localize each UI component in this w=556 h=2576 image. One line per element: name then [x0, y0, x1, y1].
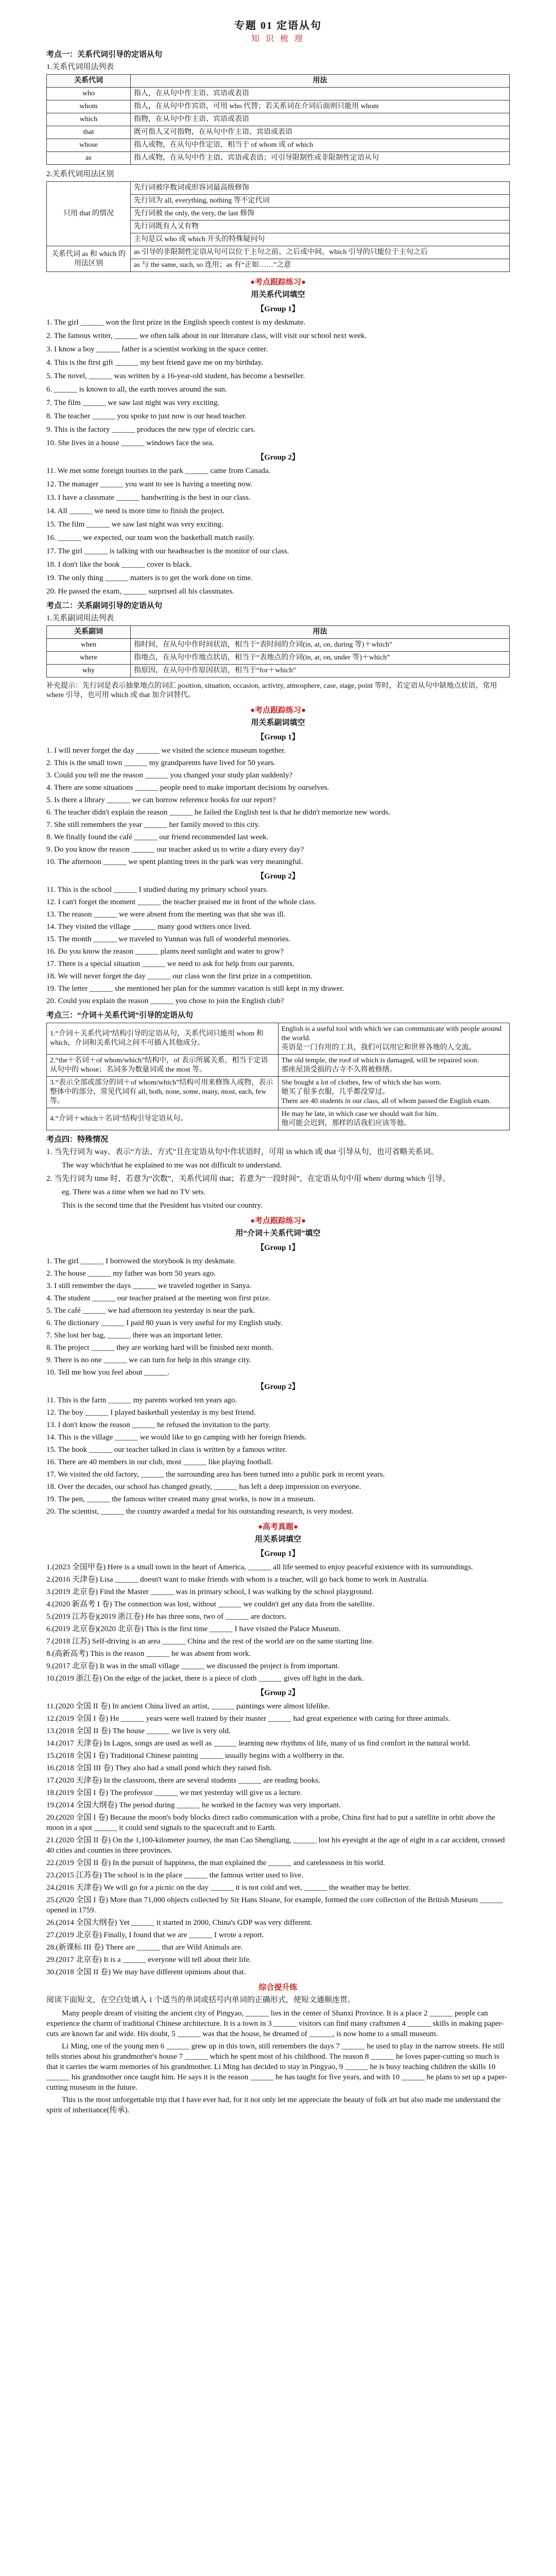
- question-item: 2. This is the small town ______ my grandparents have lived for 50 years.: [46, 759, 276, 767]
- example-text: The way which/that he explained to me was not difficult to understand.: [62, 1161, 282, 1170]
- question-item: 9. There is no one ______ we can turn for help in this strange city.: [46, 1356, 251, 1364]
- relative-adverb-table: [46, 625, 510, 677]
- table-cell: 4.“介词＋which＋名词”结构引导定语从句。: [47, 1108, 279, 1130]
- question-list: [46, 745, 510, 867]
- practice-banner: ●考点跟踪练习●: [250, 706, 306, 715]
- table-row: [47, 88, 510, 100]
- table-cell: whom: [47, 100, 131, 113]
- table-cell: 既可指人又可指物，在从句中作主语、宾语或表语: [131, 126, 510, 139]
- question-item: 1. The girl ______ won the first prize in the English speech contest is my deskmate.: [46, 318, 306, 327]
- question-item: 16. Do you know the reason ______ plants need sunlight and water to grow?: [46, 947, 284, 956]
- question-item: 4. This is the first gift ______ my best friend gave me on my birthday.: [46, 359, 264, 367]
- table-row: [47, 665, 510, 677]
- subheading: 2.关系代词用法区别: [46, 170, 114, 178]
- group-label: 【Group 1】: [256, 305, 300, 313]
- group-label: 【Group 2】: [256, 453, 300, 462]
- question-list: [46, 1395, 510, 1517]
- question-item: 19.(2014 全国大纲卷) The period during ______ he worked in the factory was very important.: [46, 1801, 341, 1809]
- table-row: [47, 639, 510, 652]
- question-item: 18. We will never forget the day ______ our class won the first prize in a competition.: [46, 972, 312, 980]
- table-cell: He may be late, in which case we should wait for him. 他可能会迟到，那样的话我们应该等他。: [278, 1108, 510, 1130]
- passage-paragraph: Li Ming, one of the young men 6 ______ grew up in this town, still remembers the days 7 ______ he used to play in the narrow streets. He still tells stories about his grandmother's house 7 ______ which he spent most of his childhood. The reason 8 ______ he loves paper-cutting so much is that it carries the warm memories of his grandmother. Li Ming has decided to stay in Pingyao, 9 ______ he is busy teaching children the skills 10 ______ his grandmother once taught him. He says it is the reason ______ he has taught for five years, and with 10 ______ he plans to set up a paper-cutting museum in the future.: [46, 2042, 507, 2092]
- practice-banner: 综合提升练: [258, 1984, 298, 1992]
- pronoun-difference-table: [46, 181, 510, 272]
- question-item: 21.(2020 全国 II 卷) On the 1,100-kilometer journey, the man Cao Shengliang, ______ lost his eyesight at the age of eight in a car accident, crossed 40 cities and counties in three provinces.: [46, 1836, 505, 1855]
- question-item: 20.(2020 全国 I 卷) Because the moon's body blocks direct radio communication with a probe, China first had to put a satellite in orbit above the moon in a spot ______ it could send signals to the spacecraft and to Earth.: [46, 1814, 496, 1832]
- table-cell: 指人，在从句中作主语、宾语或表语: [131, 88, 510, 100]
- table-row: [47, 100, 510, 113]
- table-cell: 指人，在从句中作宾语，可用 who 代替；若关系词在介词后面则只能用 whom: [131, 100, 510, 113]
- table-row: [47, 1023, 510, 1055]
- table-row: [47, 126, 510, 139]
- question-item: 3. Could you tell me the reason ______ you changed your study plan suddenly?: [46, 771, 293, 779]
- table-cell: 2.“the＋名词＋of whom/which”结构中，of 表示所属关系，相当于定语从句中的 whose；名词多为数量词或 the most 等。: [47, 1055, 279, 1077]
- question-item: 6. The teacher didn't explain the reason ______ he failed the English test is that he didn't memorize new words.: [46, 808, 390, 817]
- question-item: 17.(2020 天津卷) In the classroom, there are several students ______ are reading books.: [46, 1776, 320, 1785]
- question-item: 13. The reason ______ we were absent from the meeting was that she was ill.: [46, 910, 286, 919]
- table-cell: The old temple, the roof of which is damaged, will be repaired soon. 那座屋顶受损的古寺不久将被修缮。: [278, 1055, 510, 1077]
- rule-text: 2. 当先行词为 time 时，若意为“次数”，关系代词用 that；若意为“一段时间”，在定语从句中用 when/ during which 引导。: [46, 1175, 450, 1183]
- question-item: 17. We visited the old factory, ______ the surrounding area has been turned into a public park in recent years.: [46, 1470, 385, 1479]
- table-cell: 指时间，在从句中作时间状语，相当于“表时间的介词(in, at, on, during 等)＋which”: [131, 639, 510, 652]
- table-cell: 指人或物，在从句中作主语、宾语或表语；可引导限制性或非限制性定语从句: [131, 152, 510, 165]
- question-item: 27.(2019 北京卷) Finally, I found that we are ______ I wrote a report.: [46, 1931, 264, 1939]
- group-label: 【Group 2】: [256, 1689, 300, 1697]
- table-cell: 关系代词 as 和 which 的用法区别: [47, 246, 131, 272]
- example-text: This is the second time that the President has visited our country.: [62, 1201, 263, 1210]
- question-item: 13.(2018 全国 II 卷) The house ______ we live is very old.: [46, 1727, 231, 1735]
- table-cell: why: [47, 665, 131, 677]
- section-mark: 知 识 梳 理: [251, 35, 305, 43]
- table-cell: She bought a lot of clothes, few of which she has worn. 她买了很多衣服，几乎都没穿过。 There are 40 students in our class, all of whom passed the English exam.: [278, 1077, 510, 1108]
- question-item: 16. ______ we expected, our team won the basketball match easily.: [46, 534, 255, 542]
- subheading: 1.关系副词用法列表: [46, 614, 114, 622]
- question-item: 11.(2020 全国 II 卷) In ancient China lived an artist, ______ paintings were almost lifelike.: [46, 1702, 330, 1710]
- table-cell: as 与 the same, such, so 连用；as 有“正如……”之意: [131, 259, 510, 272]
- table-header: 关系副词: [47, 626, 131, 639]
- table-cell: 3.“表示全部或部分的词＋of whom/which”结构可用来修饰人或物，表示整体中的部分，常见代词有 all, both, none, some, many, most, each, few 等。: [47, 1077, 279, 1108]
- question-item: 23.(2015 江苏卷) The school is in the place ______ the famous writer used to live.: [46, 1871, 304, 1879]
- question-item: 7.(2018 江苏) Self-driving is an area ______ China and the rest of the world are on the same starting line.: [46, 1637, 374, 1646]
- question-item: 5.(2019 江苏卷)(2019 浙江卷) He has three sons, two of ______ are doctors.: [46, 1613, 287, 1621]
- group-label: 【Group 1】: [256, 733, 300, 741]
- question-item: 11. This is the farm ______ my parents worked ten years ago.: [46, 1396, 237, 1404]
- table-cell: 先行词既有人又有物: [131, 221, 510, 233]
- question-item: 13. I have a classmate ______ handwriting is the best in our class.: [46, 494, 251, 502]
- question-item: 11. This is the school ______ I studied during my primary school years.: [46, 886, 268, 894]
- question-item: 4. There are some situations ______ people need to make important decisions by ourselves.: [46, 784, 329, 792]
- table-cell: 只用 that 的情况: [47, 182, 131, 246]
- relative-pronoun-table: [46, 74, 510, 165]
- question-item: 6. ______ is known to all, the earth moves around the sun.: [46, 385, 227, 394]
- question-item: 14. This is the village ______ we would like to go camping with her foreign friends.: [46, 1433, 307, 1442]
- question-item: 14.(2017 天津卷) In Lagos, songs are used as well as ______ learning new rhythms of life, many of us find comfort in the natural world.: [46, 1739, 471, 1748]
- question-item: 5. The café ______ we had afternoon tea yesterday is near the park.: [46, 1307, 255, 1315]
- group-label: 【Group 1】: [256, 1550, 300, 1558]
- instruction-text: 阅读下面短文，在空白处填入 1 个适当的单词或括号内单词的正确形式，使短文通顺连贯。: [46, 1996, 356, 2004]
- question-item: 12. The boy ______ I played basketball yesterday is my best friend.: [46, 1409, 256, 1417]
- question-item: 9. Do you know the reason ______ our teacher asked us to write a diary every day?: [46, 845, 304, 854]
- table-row: [47, 1055, 510, 1077]
- question-item: 12.(2019 全国 I 卷) He ______ years were well trained by their master ______ had great experience with caring for three animals.: [46, 1715, 450, 1723]
- table-cell: 先行词为 all, everything, nothing 等不定代词: [131, 195, 510, 208]
- practice-title: 用关系词填空: [254, 1535, 301, 1544]
- question-item: 6. The dictionary ______ I paid 80 yuan is very useful for my English study.: [46, 1319, 283, 1327]
- question-item: 20. The scientist, ______ the country awarded a medal for his outstanding research, is very modest.: [46, 1507, 354, 1516]
- question-item: 12. I can't forget the moment ______ the teacher praised me in front of the whole class.: [46, 898, 316, 906]
- question-item: 8. The project ______ they are working hard will be finished next month.: [46, 1344, 273, 1352]
- question-item: 9. This is the factory ______ produces the new type of electric cars.: [46, 426, 256, 434]
- group-label: 【Group 1】: [256, 1244, 300, 1252]
- question-item: 7. She still remembers the year ______ her family moved to this city.: [46, 821, 260, 829]
- question-item: 26.(2014 全国大纲卷) Yet ______ it started in 2000, China's GDP was very different.: [46, 1919, 312, 1927]
- document-title: 专题 01 定语从句: [234, 20, 322, 31]
- table-row: [47, 1077, 510, 1108]
- question-item: 1. I will never forget the day ______ we visited the science museum together.: [46, 747, 286, 755]
- table-cell: as: [47, 152, 131, 165]
- table-cell: 先行词被序数词或形容词最高级修饰: [131, 182, 510, 195]
- question-item: 15. The film ______ we saw last night was very exciting.: [46, 520, 223, 529]
- section-heading: 考点一：关系代词引导的定语从句: [46, 50, 163, 59]
- question-item: 15. The month ______ we traveled to Yunnan was full of wonderful memories.: [46, 935, 291, 943]
- group-label: 【Group 2】: [256, 1383, 300, 1391]
- table-row: [47, 652, 510, 665]
- practice-banner: ●高考真题●: [257, 1523, 299, 1531]
- question-item: 25.(2020 全国 I 卷) More than 71,000 objects collected by Sir Hans Sloane, for example, formed the core collection of the British Museum ______ opened in 1759.: [46, 1896, 503, 1914]
- table-cell: that: [47, 126, 131, 139]
- question-item: 1.(2023 全国甲卷) Here is a small town in the heart of America, ______ all life seemed to enjoy peaceful existence with its surroundings.: [46, 1563, 473, 1571]
- question-item: 10. Tell me how you feel about ______.: [46, 1368, 170, 1377]
- table-cell: whose: [47, 139, 131, 152]
- question-item: 1. The girl ______ I borrowed the storybook is my deskmate.: [46, 1257, 236, 1265]
- table-cell: who: [47, 88, 131, 100]
- question-item: 5. Is there a library ______ we can borrow reference books for our report?: [46, 796, 276, 804]
- table-cell: 指原因，在从句中作原因状语，相当于“for＋which”: [131, 665, 510, 677]
- table-cell: 指人或物，在从句中作定语，相当于 of whom 或 of which: [131, 139, 510, 152]
- preposition-pronoun-table: [46, 1023, 510, 1130]
- table-row: [47, 182, 510, 195]
- question-item: 3. I know a boy ______ father is a scientist working in the space center.: [46, 345, 268, 353]
- question-item: 15. The book ______ our teacher talked in class is written by a famous writer.: [46, 1446, 287, 1454]
- question-item: 10.(2019 浙江卷) On the edge of the jacket, there is a piece of cloth ______ gives off light in the dark.: [46, 1674, 364, 1683]
- question-item: 3. I still remember the days ______ we traveled together in Sanya.: [46, 1282, 252, 1290]
- passage-paragraph: Many people dream of visiting the ancient city of Pingyao, ______ lies in the center of Shanxi Province. It is a place 2 ______ people can experience the charm of traditional Chinese architecture. It is a town in 3 ______ visitors can find many craftsmen 4 ______ skills in making paper-cuts are known far and wide. His doubt, 5 ______ was that the house, he dreamed of ______, is now home to a small museum.: [46, 2009, 504, 2038]
- question-list: [46, 466, 510, 597]
- question-item: 5. The novel, ______ was written by a 16-year-old student, has become a bestseller.: [46, 372, 305, 380]
- table-cell: 主句是以 who 或 which 开头的特殊疑问句: [131, 233, 510, 246]
- question-list: [46, 1562, 510, 1684]
- table-row: [47, 152, 510, 165]
- question-item: 13. I don't know the reason ______ he refused the invitation to the party.: [46, 1421, 271, 1429]
- practice-title: 用关系代词填空: [251, 291, 305, 299]
- question-item: 14. They visited the village ______ many good writers once lived.: [46, 923, 251, 931]
- question-item: 4. The student ______ our teacher praised at the meeting won first prize.: [46, 1294, 271, 1302]
- question-item: 19. The only thing ______ matters is to get the work done on time.: [46, 574, 253, 582]
- section-heading: 考点三：“介词＋关系代词”引导的定语从句: [46, 1011, 194, 1020]
- section-heading: 考点四：特殊情况: [46, 1136, 109, 1144]
- question-item: 10. She lives in a house ______ windows face the sea.: [46, 439, 214, 447]
- question-item: 7. The film ______ we saw last night was very exciting.: [46, 399, 220, 407]
- question-item: 18. I don't like the book ______ cover is black.: [46, 561, 192, 569]
- question-list: [46, 1701, 510, 1977]
- question-item: 2. The famous writer, ______ we often talk about in our literature class, will visit our school next week.: [46, 332, 367, 340]
- question-item: 9.(2017 北京卷) It was in the small village ______ we discussed the project is from important.: [46, 1662, 340, 1670]
- question-item: 16. There are 40 members in our club, most ______ like playing football.: [46, 1458, 273, 1466]
- question-item: 19. The letter ______ she mentioned her plan for the summer vacation is still kept in my drawer.: [46, 985, 344, 993]
- question-item: 8. The teacher ______ you spoke to just now is our head teacher.: [46, 412, 247, 420]
- question-item: 18. Over the decades, our school has changed greatly, ______ has left a deep impression on everyone.: [46, 1483, 361, 1491]
- question-item: 22.(2019 全国 II 卷) In the pursuit of happiness, the man explained the ______ and carelessness in his world.: [46, 1859, 385, 1867]
- table-cell: 先行词被 the only, the very, the last 修饰: [131, 208, 510, 221]
- table-cell: where: [47, 652, 131, 665]
- question-item: 29.(2017 北京卷) It is a ______ everyone will tell about their life.: [46, 1956, 251, 1964]
- question-item: 18.(2019 全国 I 卷) The professor ______ we met yesterday will give us a lecture.: [46, 1789, 302, 1797]
- question-item: 14. All ______ we need is more time to finish the project.: [46, 507, 225, 515]
- example-text: eg. There was a time when we had no TV sets.: [62, 1188, 206, 1196]
- table-header: 用法: [131, 626, 510, 639]
- table-header: 关系代词: [47, 75, 131, 88]
- question-item: 20. Could you explain the reason ______ you chose to join the English club?: [46, 997, 284, 1005]
- question-item: 8. We finally found the café ______ our friend recommended last week.: [46, 833, 269, 841]
- table-cell: which: [47, 113, 131, 126]
- group-label: 【Group 2】: [256, 872, 300, 880]
- table-cell: 指地点，在从句中作地点状语，相当于“表地点的介词(in, at, on, under 等)＋which”: [131, 652, 510, 665]
- passage-paragraph: This is the most unforgettable trip that I have ever had, for it not only let me appreciate the beauty of folk art but also made me understand the spirit of inheritance(传承).: [46, 2096, 501, 2114]
- question-list: [46, 885, 510, 1006]
- note-text: 补充提示：先行词是表示抽象地点的词汇 position, situation, occasion, activity, atmosphere, case, stage, point 等时，若定语从句中缺地点状语，常用 where 引导，也可用 which 或 that 加介词替代。: [46, 682, 497, 699]
- table-row: [47, 113, 510, 126]
- question-item: 24.(2016 天津卷) We will go for a picnic on the day ______ it is not cold and wet, ______ the weather may be better.: [46, 1884, 410, 1892]
- question-item: 17. There is a special situation ______ we need to ask for help from our parents.: [46, 960, 294, 968]
- question-list: [46, 1256, 510, 1378]
- practice-title: 用“介词＋关系代词”填空: [235, 1229, 321, 1238]
- question-item: 15.(2018 全国 I 卷) Traditional Chinese painting ______ usually begins with a wolfberry in the.: [46, 1752, 344, 1760]
- question-item: 19. The pen, ______ the famous writer created many great works, is now in a museum.: [46, 1495, 316, 1503]
- question-item: 12. The manager ______ you want to see is having a meeting now.: [46, 480, 253, 488]
- table-cell: as 引导的非限制性定语从句可以位于主句之前、之后或中间，which 引导的只能位于主句之后: [131, 246, 510, 259]
- question-item: 8.(高新高考) This is the reason ______ he was absent from work.: [46, 1650, 251, 1658]
- subheading: 1.关系代词用法列表: [46, 63, 114, 71]
- table-row: [47, 1108, 510, 1130]
- question-item: 7. She lost her bag, ______ there was an important letter.: [46, 1331, 223, 1340]
- table-row: [47, 246, 510, 259]
- question-item: 10. The afternoon ______ we spent planting trees in the park was very meaningful.: [46, 858, 303, 866]
- question-item: 30.(2018 全国 II 卷) We may have different opinions about that.: [46, 1968, 246, 1976]
- table-header: 用法: [131, 75, 510, 88]
- question-item: 11. We met some foreign tourists in the park ______ came from Canada.: [46, 467, 271, 475]
- question-item: 6.(2019 北京卷)(2020 北京卷) This is the first time ______ I have visited the Palace Museum.: [46, 1625, 341, 1633]
- question-item: 28.(新课标 III 卷) There are ______ that are Wild Animals are.: [46, 1943, 243, 1952]
- question-item: 16.(2018 全国 III 卷) They also had a small pond which they raised fish.: [46, 1764, 272, 1772]
- table-cell: 指物，在从句中作主语、宾语或表语: [131, 113, 510, 126]
- question-list: [46, 317, 510, 448]
- question-item: 17. The girl ______ is talking with our headteacher is the monitor of our class.: [46, 547, 289, 555]
- table-cell: when: [47, 639, 131, 652]
- table-cell: 1.“介词＋关系代词”结构引导的定语从句，关系代词只能用 whom 和 which，介词和关系代词之间不可插入其他成分。: [47, 1023, 279, 1055]
- section-heading: 考点二：关系副词引导的定语从句: [46, 602, 163, 610]
- question-item: 4.(2020 新高考 I 卷) The connection was lost, without ______ we couldn't get any data from the satellite.: [46, 1600, 374, 1608]
- practice-title: 用关系副词填空: [251, 719, 305, 727]
- rule-text: 1. 当先行词为 way、表示“方法、方式”且在定语从句中作状语时，可用 in which 或 that 引导从句，也可省略关系词。: [46, 1148, 439, 1156]
- question-item: 3.(2019 北京卷) Find the Master ______ was in primary school, I was walking by the school playground.: [46, 1588, 374, 1596]
- practice-banner: ●考点跟踪练习●: [250, 278, 306, 286]
- table-cell: English is a useful tool with which we can communicate with people around the world. 英语是一门有用的工具，我们可以用它和世界各地的人交流。: [278, 1023, 510, 1055]
- table-row: [47, 139, 510, 152]
- document-body: [46, 21, 510, 2117]
- question-item: 2. The house ______ my father was born 50 years ago.: [46, 1269, 216, 1278]
- question-item: 2.(2016 天津卷) Lisa ______ doesn't want to make friends with whom is a teacher, will go back home to work in Australia.: [46, 1575, 428, 1584]
- practice-banner: ●考点跟踪练习●: [250, 1217, 306, 1225]
- question-item: 20. He passed the exam, ______ surprised all his classmates.: [46, 587, 234, 596]
